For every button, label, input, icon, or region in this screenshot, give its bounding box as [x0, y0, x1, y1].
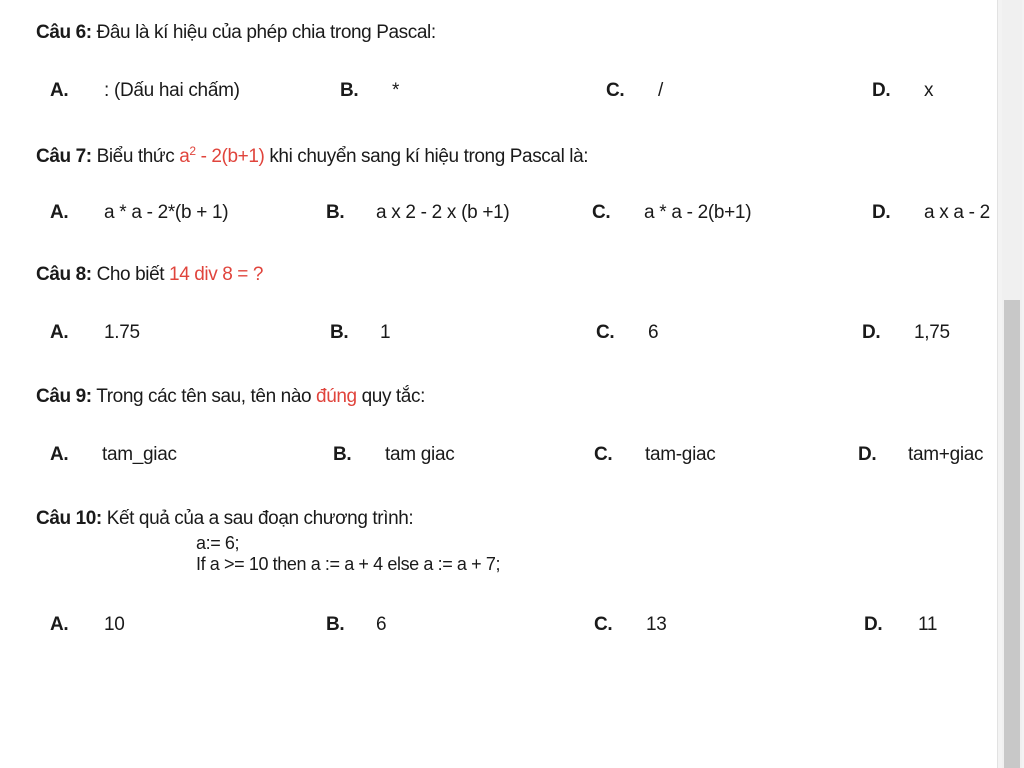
question-10-label: Câu 10:: [36, 508, 102, 529]
option-text: x: [924, 80, 934, 101]
option-label: A.: [50, 444, 69, 465]
question-9-text-after: quy tắc:: [361, 386, 425, 407]
expr-base: a: [179, 146, 190, 167]
q10-option-c[interactable]: [594, 614, 667, 636]
question-9-highlight: đúng: [316, 386, 357, 407]
question-8-title: [36, 264, 263, 286]
option-label: A.: [50, 614, 69, 635]
option-label: D.: [872, 80, 891, 101]
option-label: D.: [864, 614, 883, 635]
q9-option-b[interactable]: [333, 444, 454, 466]
q8-option-d[interactable]: [862, 322, 950, 344]
q7-option-d[interactable]: [872, 202, 990, 224]
question-10-text: Kết quả của a sau đoạn chương trình:: [106, 508, 414, 529]
option-text: 6: [376, 614, 387, 635]
expr-rest: - 2(b+1): [195, 146, 265, 167]
option-text: : (Dấu hai chấm): [104, 80, 240, 101]
option-label: C.: [606, 80, 625, 101]
q8-option-c[interactable]: [596, 322, 658, 344]
code-line-2: If a >= 10 then a := a + 4 else a := a + 7;: [196, 554, 501, 574]
question-7-label: Câu 7:: [36, 146, 92, 167]
question-7-text-after: khi chuyển sang kí hiệu trong Pascal là:: [269, 146, 589, 167]
option-label: B.: [326, 614, 345, 635]
option-label: C.: [596, 322, 615, 343]
option-label: C.: [592, 202, 611, 223]
q9-option-c[interactable]: [594, 444, 715, 466]
option-text: a x 2 - 2 x (b +1): [376, 202, 510, 223]
option-text: 10: [104, 614, 125, 635]
option-text: a * a - 2*(b + 1): [104, 202, 229, 223]
question-7-expression: [179, 146, 264, 167]
option-label: D.: [872, 202, 891, 223]
option-label: D.: [862, 322, 881, 343]
option-label: A.: [50, 322, 69, 343]
q7-option-a[interactable]: [50, 202, 228, 224]
option-label: B.: [330, 322, 349, 343]
option-label: B.: [333, 444, 352, 465]
expr-exponent: 2: [189, 144, 196, 158]
question-6-title: [36, 22, 436, 44]
option-text: tam-giac: [645, 444, 716, 465]
q6-option-b[interactable]: [340, 80, 399, 102]
q8-option-b[interactable]: [330, 322, 390, 344]
option-text: a x a - 2: [924, 202, 990, 223]
option-text: tam_giac: [102, 444, 177, 465]
option-text: 13: [646, 614, 667, 635]
q7-option-c[interactable]: [592, 202, 751, 224]
question-8-label: Câu 8:: [36, 264, 92, 285]
option-text: 1: [380, 322, 391, 343]
option-text: 1,75: [914, 322, 950, 343]
option-text: 1.75: [104, 322, 140, 343]
q10-option-a[interactable]: [50, 614, 125, 636]
option-text: a * a - 2(b+1): [644, 202, 752, 223]
q9-option-d[interactable]: [858, 444, 983, 466]
option-text: tam giac: [385, 444, 455, 465]
option-label: A.: [50, 202, 69, 223]
question-7-title: [36, 144, 588, 168]
option-label: A.: [50, 80, 69, 101]
option-text: 11: [918, 614, 938, 635]
option-label: B.: [326, 202, 345, 223]
question-8-text: Cho biết: [96, 264, 165, 285]
option-text: /: [658, 80, 663, 101]
question-6-text: Đâu là kí hiệu của phép chia trong Pascal:: [96, 22, 436, 43]
option-label: D.: [858, 444, 877, 465]
question-8-highlight: 14 div 8 = ?: [169, 264, 263, 285]
q10-option-d[interactable]: [864, 614, 937, 636]
q6-option-d[interactable]: [872, 80, 933, 102]
option-text: *: [392, 80, 400, 101]
q6-option-a[interactable]: [50, 80, 240, 102]
option-text: 6: [648, 322, 659, 343]
question-7-text-before: Biểu thức: [96, 146, 175, 167]
q6-option-c[interactable]: [606, 80, 663, 102]
q7-option-b[interactable]: [326, 202, 509, 224]
option-label: C.: [594, 444, 613, 465]
option-label: B.: [340, 80, 359, 101]
q10-option-b[interactable]: [326, 614, 386, 636]
question-9-label: Câu 9:: [36, 386, 92, 407]
question-9-title: [36, 386, 425, 408]
q8-option-a[interactable]: [50, 322, 140, 344]
question-9-text-before: Trong các tên sau, tên nào: [96, 386, 312, 407]
code-line-1: a:= 6;: [196, 533, 240, 553]
option-label: C.: [594, 614, 613, 635]
question-10-title: [36, 508, 413, 530]
question-6-label: Câu 6:: [36, 22, 92, 43]
scrollbar-thumb[interactable]: [1004, 300, 1020, 768]
option-text: tam+giac: [908, 444, 984, 465]
q9-option-a[interactable]: [50, 444, 177, 466]
